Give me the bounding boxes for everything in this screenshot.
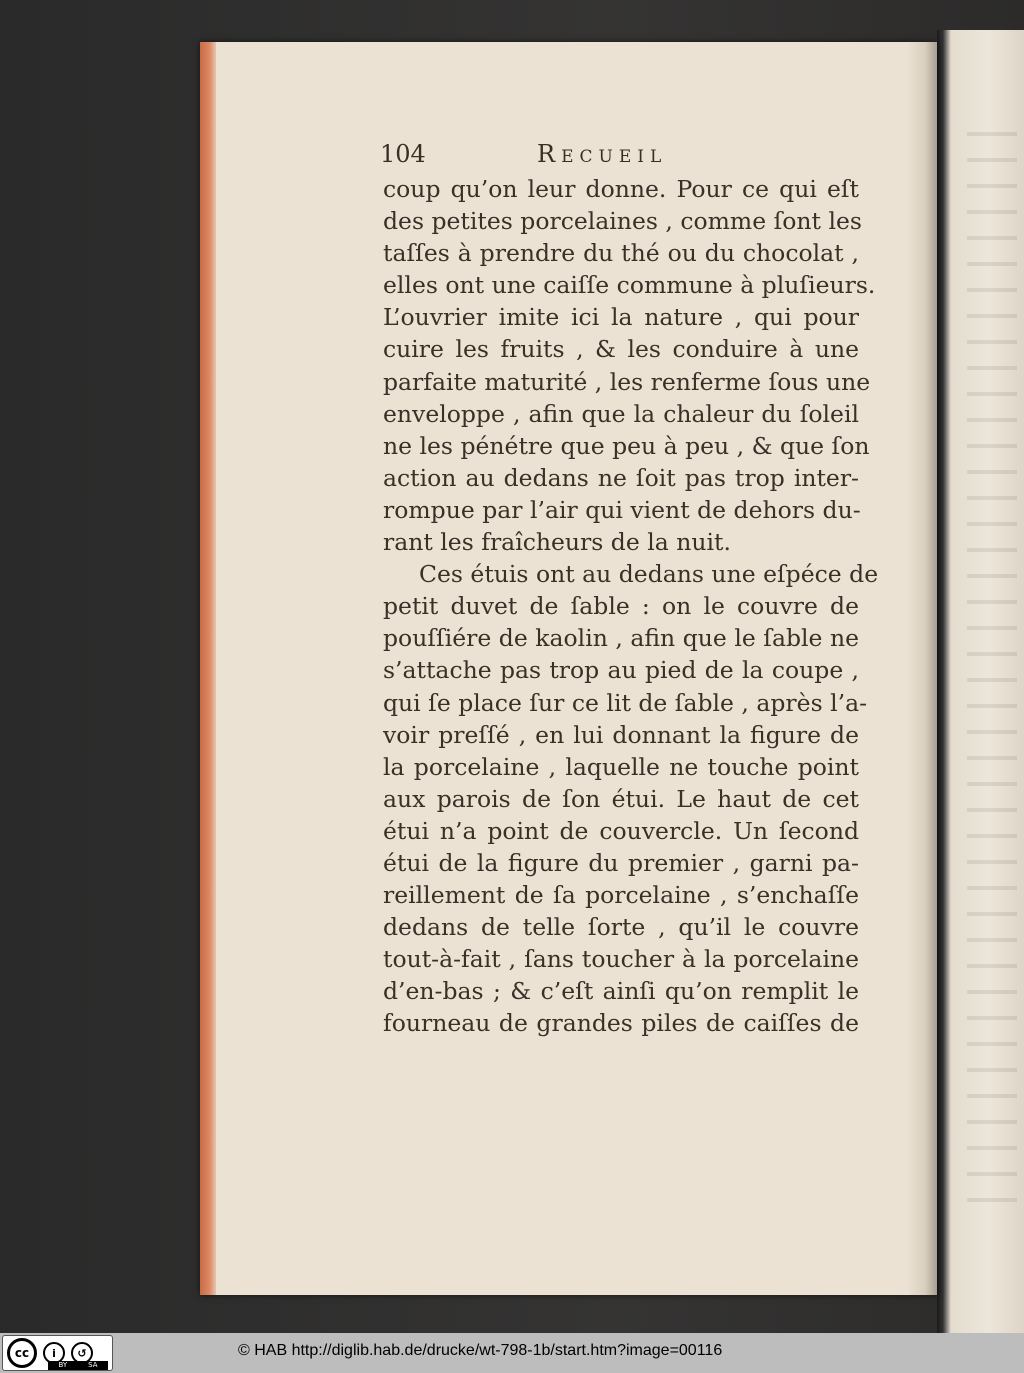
page-number: 104 [380, 140, 426, 168]
text-line: parfaite maturité , les renferme ſous une [383, 367, 871, 396]
running-head: Recueil [537, 140, 668, 168]
text-line: elles ont une caiſſe commune à pluſieurs. [383, 271, 876, 300]
text-line: coup qu’on leur donne. Pour ce qui eſt [383, 175, 859, 203]
text-line: voir preſſé , en lui donnant la figure de [383, 720, 859, 749]
page-gutter [907, 42, 937, 1295]
source-credit-link[interactable]: © HAB http://diglib.hab.de/drucke/wt-798-1b/start.htm?image=00116 [238, 1342, 723, 1359]
text-line: s’attache pas trop au pied de la coupe , [383, 656, 859, 685]
text-line: ne les pénétre que peu à peu , & que ſon [383, 431, 870, 460]
text-line: enveloppe , afin que la chaleur du ſoleil [383, 399, 859, 428]
cc-license-badge[interactable] [2, 1335, 113, 1371]
text-line: d’en-bas ; & c’eſt ainſi qu’on remplit le [383, 977, 859, 1006]
attribution-icon: i [43, 1342, 65, 1364]
license-labels [48, 1361, 108, 1370]
text-line: pouſſiére de kaolin , afin que le ſable ne [383, 624, 859, 653]
share-alike-icon: ↺ [71, 1342, 93, 1364]
text-line: petit duvet de ſable : on le couvre de [383, 592, 859, 621]
text-line: dedans de telle ſorte , qu’il le couvre [383, 913, 859, 942]
body-text [383, 173, 879, 1040]
footer-bar [0, 1333, 1024, 1373]
sa-label: SA [88, 1361, 98, 1369]
page-header [380, 140, 860, 174]
text-line: cuire les fruits , & les conduire à une [383, 335, 859, 364]
text-line: qui ſe place ſur ce lit de ſable , après l’a- [383, 688, 868, 717]
red-page-edge [200, 42, 216, 1295]
text-line: reillement de ſa porcelaine , s’enchaſſe [383, 881, 859, 910]
text-line: étui de la figure du premier , garni pa- [383, 848, 859, 877]
text-line: taſſes à prendre du thé ou du chocolat , [383, 239, 859, 268]
text-line: fourneau de grandes piles de caiſſes de [383, 1009, 859, 1038]
text-line: la porcelaine , laquelle ne touche point [383, 752, 859, 781]
bleed-through-text [967, 110, 1017, 1210]
facing-page-edge [937, 30, 1024, 1333]
by-label: BY [58, 1361, 68, 1369]
text-line: L’ouvrier imite ici la nature , qui pour [383, 303, 859, 332]
cc-icon: cc [7, 1338, 37, 1368]
text-line: étui n’a point de couvercle. Un ſecond [383, 816, 859, 845]
text-line: Ces étuis ont au dedans une eſpéce de [419, 560, 879, 589]
text-line: action au dedans ne ſoit pas trop inter- [383, 463, 859, 492]
text-line: rompue par l’air qui vient de dehors du- [383, 495, 861, 524]
text-line: aux parois de ſon étui. Le haut de cet [383, 784, 859, 813]
text-line: tout-à-fait , ſans toucher à la porcelaine [383, 945, 859, 974]
text-line: des petites porcelaines , comme ſont les [383, 207, 862, 236]
text-line: rant les fraîcheurs de la nuit. [383, 528, 731, 557]
